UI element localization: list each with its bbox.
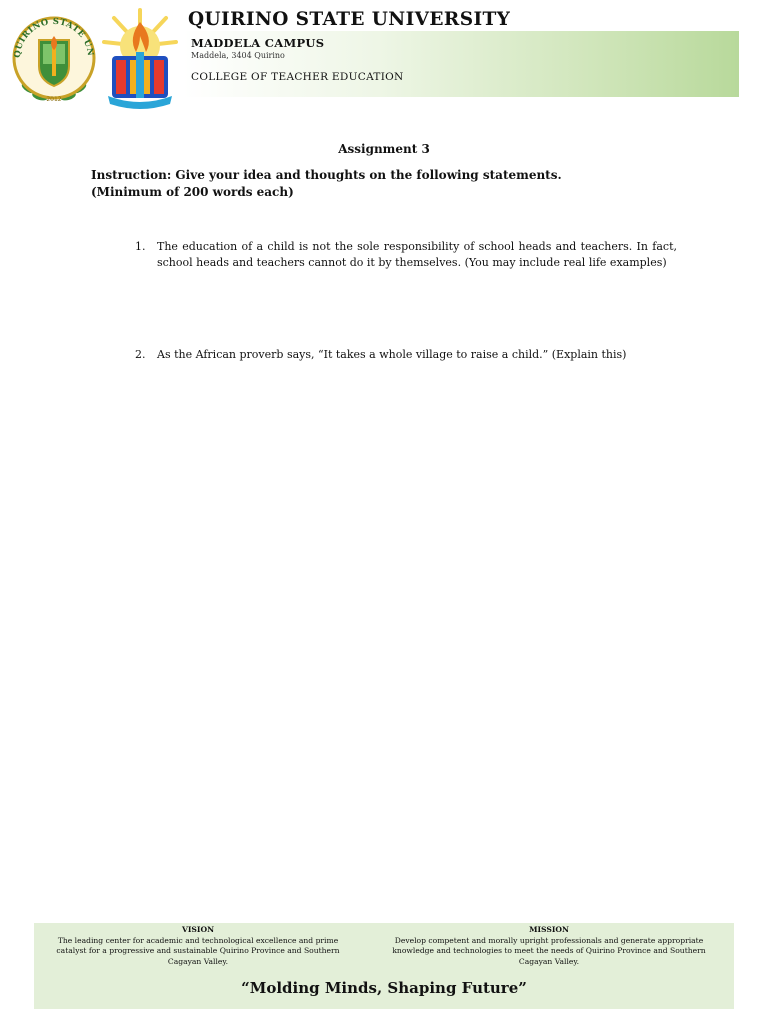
instruction-line-2: (Minimum of 200 words each) (91, 185, 294, 199)
assignment-title: Assignment 3 (338, 142, 430, 156)
item-number: 2. (135, 348, 146, 361)
item-text: The education of a child is not the sole responsibility of school heads and teachers. In fact, school heads and teachers cannot do it by themselves. (You may include real life examples) (157, 240, 677, 269)
college-name: COLLEGE OF TEACHER EDUCATION (191, 71, 404, 83)
mission-block (376, 925, 722, 967)
instruction (91, 167, 681, 201)
mission-label: MISSION (529, 925, 569, 934)
seal-arc-text: QUIRINO STATE UN (12, 16, 96, 59)
logo-group (12, 6, 184, 110)
vision-label: VISION (181, 925, 215, 934)
footer-box (34, 923, 734, 1009)
campus-name: MADDELA CAMPUS (191, 36, 325, 50)
university-name: QUIRINO STATE UNIVERSITY (188, 9, 511, 30)
vision-text: The leading center for academic and technological excellence and prime catalyst for a progressive and sustainable Quirino Province and Southern Cagayan Valley. (56, 935, 340, 966)
item-text: As the African proverb says, “It takes a whole village to raise a child.” (Explain this) (157, 348, 627, 361)
instruction-line-1: Instruction: Give your idea and thoughts on the following statements. (91, 168, 562, 182)
statement-item-1 (135, 239, 677, 271)
college-torch-logo (100, 6, 180, 110)
seal-year: 2012 (46, 96, 62, 103)
vision-block (46, 925, 350, 967)
mission-text: Develop competent and morally upright professionals and generate appropriate knowledge and technologies to meet the needs of Quirino Province and Southern Cagayan Valley. (392, 935, 706, 966)
motto: “Molding Minds, Shaping Future” (241, 979, 527, 997)
item-number: 1. (135, 240, 146, 253)
campus-address: Maddela, 3404 Quirino (191, 51, 285, 60)
statement-item-2 (135, 347, 677, 363)
